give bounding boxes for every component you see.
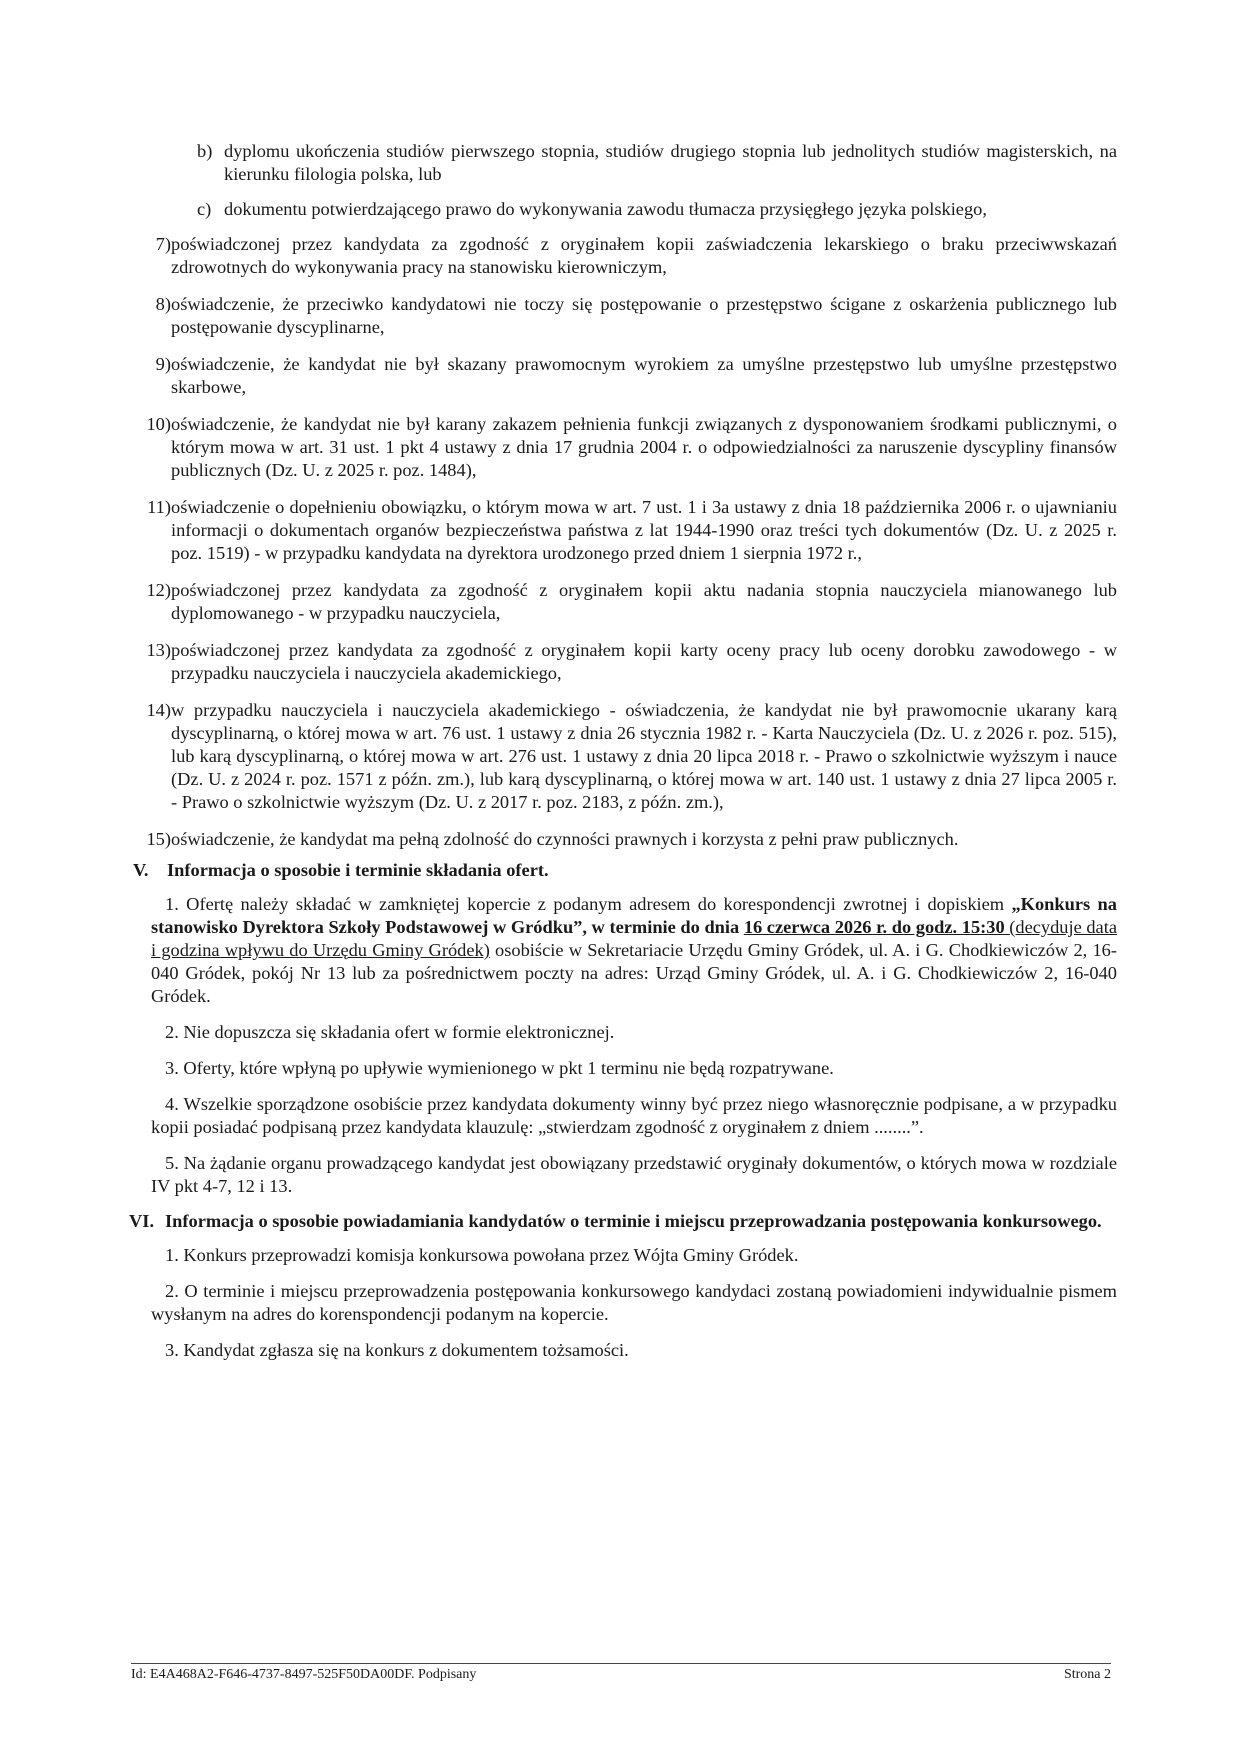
list-label: 12) xyxy=(146,580,171,600)
section-title: Informacja o sposobie i terminie składania ofert. xyxy=(167,860,549,880)
paragraph-text: 1. Ofertę należy składać w zamkniętej kopercie z podanym adresem do korespondencji zwrotnej i dopiskiem xyxy=(165,894,1012,914)
list-label: 11) xyxy=(147,497,171,517)
list-label: b) xyxy=(197,141,213,161)
list-label: 10) xyxy=(146,414,171,434)
section-v-paragraph-3: 3. Oferty, które wpłyną po upływie wymienionego w pkt 1 terminu nie będą rozpatrywane. xyxy=(165,1058,834,1078)
list-item-12 xyxy=(146,579,1117,625)
document-id: Id: E4A468A2-F646-4737-8497-525F50DA00DF. Podpisany xyxy=(131,1667,477,1682)
page-footer xyxy=(131,1666,1111,1684)
list-text: oświadczenie, że kandydat nie był karany zakazem pełnienia funkcji związanych z dysponowaniem środkami publicznymi, o którym mowa w art. 31 ust. 1 pkt 4 ustawy z dnia 17 grudnia 2004 r. o odpowiedzialności za naruszenie dyscypliny finansów publicznych (Dz. U. z 2025 r. poz. 1484), xyxy=(171,414,1117,480)
section-vi-paragraph-2: 2. O terminie i miejscu przeprowadzenia postępowania konkursowego kandydaci zostaną powiadomieni indywidualnie pismem wysłanym na adres do korenspondencji podanym na kopercie. xyxy=(151,1281,1117,1324)
section-number: VI. xyxy=(129,1211,155,1231)
list-item-15 xyxy=(146,828,1117,851)
list-item-7 xyxy=(151,233,1117,279)
section-v-heading xyxy=(133,859,1117,882)
section-number: V. xyxy=(133,860,149,880)
list-text: oświadczenie, że przeciwko kandydatowi nie toczy się postępowanie o przestępstwo ścigane z oskarżenia publicznego lub postępowanie dyscyplinarne, xyxy=(171,294,1117,337)
section-v-paragraph-2: 2. Nie dopuszcza się składania ofert w formie elektronicznej. xyxy=(165,1022,615,1042)
list-item-b xyxy=(151,140,1117,186)
list-text: poświadczonej przez kandydata za zgodność z oryginałem kopii karty oceny pracy lub oceny dorobku zawodowego - w przypadku nauczyciela i nauczyciela akademickiego, xyxy=(171,640,1117,683)
list-label: 13) xyxy=(146,640,171,660)
deadline-date: 16 czerwca 2026 r. do godz. 15:30 xyxy=(743,917,1005,937)
list-label: 7) xyxy=(155,234,171,254)
list-text: oświadczenie, że kandydat ma pełną zdolność do czynności prawnych i korzysta z pełni praw publicznych. xyxy=(171,829,959,849)
deadline-note: (decyduje data i godzina wpływu do Urzędu Gminy Gródek) xyxy=(151,917,1117,960)
section-v-paragraph-4: 4. Wszelkie sporządzone osobiście przez kandydata dokumenty winny być przez niego własnoręcznie podpisane, a w przypadku kopii posiadać podpisaną przez kandydata klauzulę: „stwierdzam zgodność z oryginałem z dniem ........”. xyxy=(151,1094,1117,1137)
list-item-13 xyxy=(146,639,1117,685)
list-text: oświadczenie, że kandydat nie był skazany prawomocnym wyrokiem za umyślne przestępstwo lub umyślne przestępstwo skarbowe, xyxy=(171,354,1117,397)
page-number: Strona 2 xyxy=(1063,1667,1111,1682)
section-vi-heading xyxy=(129,1210,1117,1233)
section-v-paragraph-1 xyxy=(151,893,1117,1008)
footer-divider xyxy=(131,1663,1111,1664)
list-label: 15) xyxy=(146,829,171,849)
list-text: w przypadku nauczyciela i nauczyciela akademickiego - oświadczenia, że kandydat nie był prawomocnie ukarany karą dyscyplinarną, o której mowa w art. 76 ust. 1 ustawy z dnia 26 stycznia 1982 r. - Karta Nauczyciela (Dz. U. z 2026 r. poz. 515), lub karą dyscyplinarną, o której mowa w art. 276 ust. 1 ustawy z dnia 20 lipca 2018 r. - Prawo o szkolnictwie wyższym i nauce (Dz. U. z 2024 r. poz. 1571 z późn. zm.), lub karą dyscyplinarną, o której mowa w art. 140 ust. 1 ustawy z dnia 27 lipca 2005 r. - Prawo o szkolnictwie wyższym (Dz. U. z 2017 r. poz. 2183, z późn. zm.), xyxy=(171,700,1117,812)
list-item-9 xyxy=(151,353,1117,399)
list-label: 9) xyxy=(155,354,171,374)
contest-title-bold: „Konkurs na stanowisko Dyrektora Szkoły Podstawowej w Gródku”, w terminie do dnia xyxy=(151,894,1117,937)
list-label: 14) xyxy=(146,700,171,720)
section-title: Informacja o sposobie powiadamiania kandydatów o terminie i miejscu przeprowadzania postępowania konkursowego. xyxy=(165,1211,1102,1231)
section-vi-paragraph-1: 1. Konkurs przeprowadzi komisja konkursowa powołana przez Wójta Gminy Gródek. xyxy=(165,1245,799,1265)
list-text: poświadczonej przez kandydata za zgodność z oryginałem kopii zaświadczenia lekarskiego o braku przeciwwskazań zdrowotnych do wykonywania pracy na stanowisku kierowniczym, xyxy=(171,234,1117,277)
list-text: dyplomu ukończenia studiów pierwszego stopnia, studiów drugiego stopnia lub jednolitych studiów magisterskich, na kierunku filologia polska, lub xyxy=(224,141,1117,184)
list-label: c) xyxy=(197,199,212,219)
list-item-14 xyxy=(146,699,1117,814)
list-item-11 xyxy=(147,496,1117,565)
paragraph-text: osobiście w Sekretariacie Urzędu Gminy Gródek, ul. A. i G. Chodkiewiczów 2, 16-040 Gródek, pokój Nr 13 lub za pośrednictwem poczty na adres: Urząd Gminy Gródek, ul. A. i G. Chodkiewiczów 2, 16-040 Gródek. xyxy=(151,940,1118,1006)
list-item-c xyxy=(151,198,1117,221)
list-item-10 xyxy=(146,413,1117,482)
list-text: dokumentu potwierdzającego prawo do wykonywania zawodu tłumacza przysięgłego języka polskiego, xyxy=(224,199,987,219)
list-text: poświadczonej przez kandydata za zgodność z oryginałem kopii aktu nadania stopnia nauczyciela mianowanego lub dyplomowanego - w przypadku nauczyciela, xyxy=(171,580,1117,623)
list-item-8 xyxy=(151,293,1117,339)
section-v-paragraph-5: 5. Na żądanie organu prowadzącego kandydat jest obowiązany przedstawić oryginały dokumentów, o których mowa w rozdziale IV pkt 4-7, 12 i 13. xyxy=(151,1153,1117,1196)
list-text: oświadczenie o dopełnieniu obowiązku, o którym mowa w art. 7 ust. 1 i 3a ustawy z dnia 18 października 2006 r. o ujawnianiu informacji o dokumentach organów bezpieczeństwa państwa z lat 1944-1990 oraz treści tych dokumentów (Dz. U. z 2025 r. poz. 1519) - w przypadku kandydata na dyrektora urodzonego przed dniem 1 sierpnia 1972 r., xyxy=(171,497,1117,563)
section-vi-paragraph-3: 3. Kandydat zgłasza się na konkurs z dokumentem tożsamości. xyxy=(165,1340,629,1360)
document-body xyxy=(129,140,1118,1362)
list-label: 8) xyxy=(155,294,171,314)
